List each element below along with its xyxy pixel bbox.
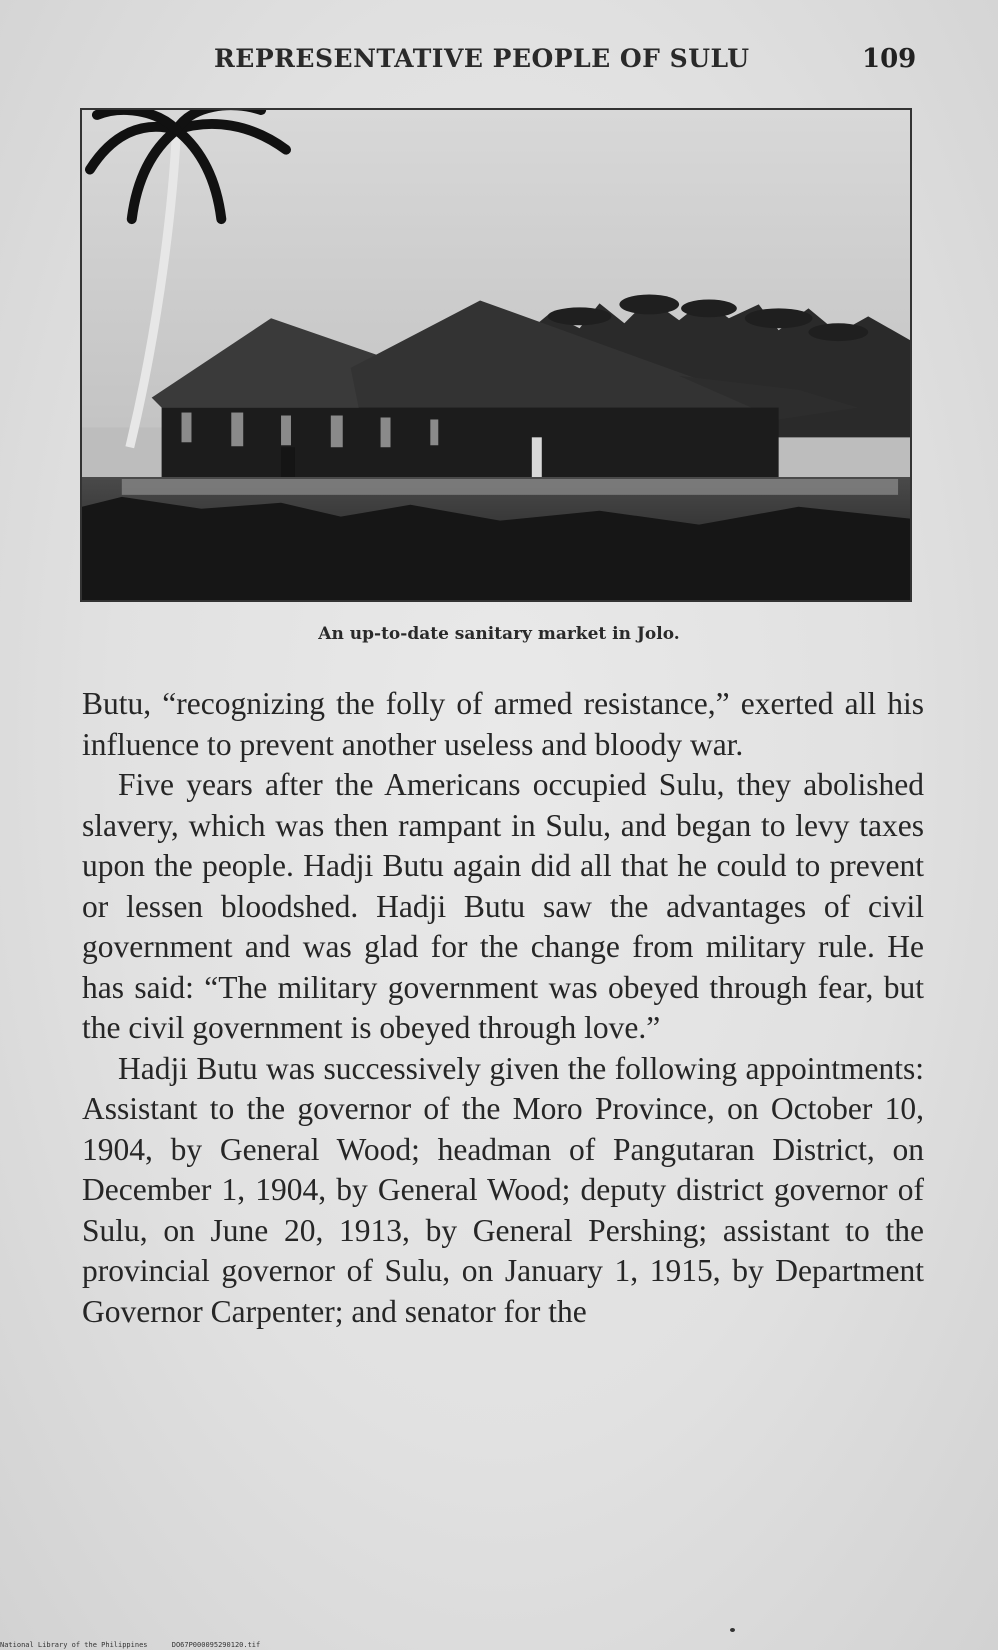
footer-file-id: DO67P000095290120.tif	[171, 1641, 261, 1649]
body-text	[82, 684, 924, 1332]
market-photograph	[80, 108, 912, 602]
scan-footer	[0, 1641, 260, 1649]
market-photo-illustration	[82, 110, 910, 600]
paragraph-2: Five years after the Americans occupied Sulu, they abolished slavery, which was then rampant in Sulu, and began to levy taxes upon the people. Hadji Butu again did all that he could to prevent or lessen bloodshed. Hadji Butu saw the advantages of civil government and was glad for the change from military rule. He has said: “The military government was obeyed through fear, but the civil government is obeyed through love.”	[82, 767, 924, 1045]
running-title: REPRESENTATIVE PEOPLE OF SULU	[214, 44, 750, 73]
footer-library: National Library of the Philippines	[0, 1641, 148, 1649]
figure-caption: An up-to-date sanitary market in Jolo.	[318, 624, 680, 644]
page-number: 109	[862, 44, 917, 74]
paragraph-3: Hadji Butu was successively given the following appointments: Assistant to the governor of the Moro Province, on October 10, 1904, by General Wood; headman of Pangutaran District, on December 1, 1904, by General Wood; deputy district governor of Sulu, on June 20, 1913, by General Pershing; assistant to the provincial governor of Sulu, on January 1, 1915, by Department Governor Carpenter; and senator for the	[82, 1050, 924, 1329]
print-speck	[730, 1628, 735, 1632]
paragraph-1: Butu, “recognizing the folly of armed resistance,” exerted all his influence to prevent another useless and bloody war.	[82, 686, 924, 762]
